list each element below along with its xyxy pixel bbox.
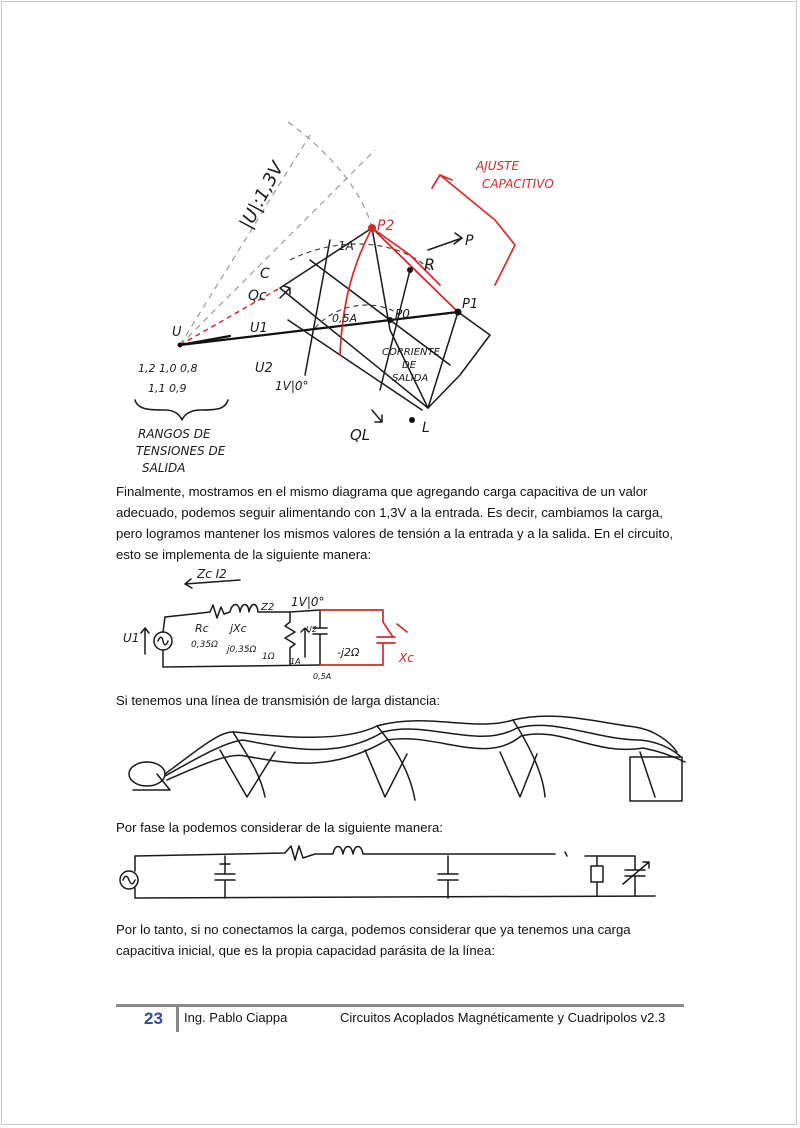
label-1a: 1A (290, 657, 301, 666)
paragraph-long-line: Si tenemos una línea de transmisión de larga distancia: (116, 693, 441, 708)
drop-2 (377, 726, 415, 800)
label-05a: 0,5A (332, 312, 358, 325)
point-u (178, 343, 183, 348)
variable-arrow (623, 862, 649, 884)
arrow-u1 (141, 628, 149, 654)
footer-rule (116, 1004, 684, 1007)
return-line (135, 856, 655, 898)
equivalent-circuit (115, 562, 445, 690)
brace (135, 400, 228, 420)
paragraph-per-phase: Por fase la podemos considerar de la siguiente manera: (116, 820, 443, 835)
phasor-diagram (110, 110, 590, 480)
label-ajuste-1: AJUSTE (476, 159, 520, 173)
tower-4 (640, 752, 655, 797)
transmission-line-drawing (125, 712, 695, 812)
grid-line-4 (380, 270, 410, 390)
label-c: C (260, 266, 270, 282)
shunt-cap-2 (438, 856, 458, 898)
footer-author: Ing. Pablo Ciappa (184, 1010, 288, 1025)
resistor-rc (210, 605, 224, 618)
label-jxc: jXc (230, 622, 247, 635)
grid-extension (428, 312, 490, 408)
label-rangos-2: TENSIONES DE (136, 444, 226, 458)
per-phase-model (115, 836, 675, 906)
label-minus-j2: -j2Ω (337, 646, 360, 659)
label-p2: P2 (377, 218, 395, 234)
point-p1 (455, 309, 462, 316)
label-p0: P0 (395, 307, 410, 321)
paragraph-parasitic-capacitance: Por lo tanto, si no conectamos la carga, podemos considerar que ya tenemos una carga capacitiva inicial, que es la propia capacidad parásita de la línea: (116, 922, 631, 958)
label-salida: SALIDA (392, 373, 429, 384)
label-r: R (424, 255, 436, 274)
label-u2: U2 (255, 361, 273, 376)
label-ajuste-2: CAPACITIVO (482, 177, 554, 191)
red-bracket-arrow (440, 175, 515, 285)
label-u: U (172, 325, 182, 340)
tower-3 (500, 752, 537, 797)
load-resistor (585, 856, 603, 896)
label-ql: QL (350, 426, 371, 444)
label-1a: 1A (338, 239, 354, 253)
label-ref: 1V|0° (275, 379, 309, 393)
arrow-ql (372, 410, 382, 422)
point-l (409, 417, 415, 423)
source-wave (158, 637, 168, 645)
label-p1: P1 (462, 297, 479, 312)
wire-top-left (165, 612, 210, 617)
red-capacitor (377, 622, 395, 658)
label-u1-circuit: U1 (123, 631, 140, 645)
paragraph-capacitive-load: Finalmente, mostramos en el mismo diagrama que agregando carga capacitiva de un valor adecuado, podemos seguir alimentando con 1,3V a la entrada. Es decir, cambiamos la carga, pero logramos mantener los mismos valores de tensión a la entrada y a la salida. En el circuito, esto se implementa de la siguiente manera: (116, 484, 674, 562)
ray-dashed-grey-2 (180, 135, 310, 345)
label-rc: Rc (195, 622, 209, 635)
label-p: P (465, 233, 474, 249)
label-voltage-locus: |U|:1,3V (235, 158, 289, 233)
label-u2: U2 (306, 625, 317, 634)
footer-separator (176, 1006, 179, 1032)
label-jxc-val: j0,35Ω (227, 645, 257, 655)
label-de: DE (402, 360, 417, 371)
load-capacitor (597, 856, 645, 896)
red-tick (397, 624, 407, 632)
label-vref: 1V|0° (291, 595, 325, 609)
source-wave (123, 876, 135, 884)
point-p2 (368, 224, 376, 232)
generator (129, 762, 165, 786)
label-rc-val: 0,35Ω (191, 640, 218, 650)
label-rangos-3: SALIDA (142, 461, 186, 475)
footer-title: Circuitos Acoplados Magnéticamente y Cuadripolos v2.3 (340, 1010, 666, 1025)
arrow-p (428, 233, 462, 250)
label-05a: 0,5A (313, 672, 332, 681)
drop-3 (513, 720, 545, 797)
series-line (135, 846, 567, 860)
arc-dashed-grey (288, 122, 372, 228)
load-box (630, 757, 682, 801)
label-qc: Qc (248, 288, 267, 304)
label-corriente: CORRIENTE (382, 347, 440, 358)
label-1ohm: 1Ω (262, 652, 275, 662)
shunt-cap-1 (215, 856, 235, 898)
label-l: L (422, 420, 430, 436)
label-u1: U1 (250, 321, 268, 336)
label-zc-i2: Zc I2 (197, 567, 227, 581)
grid-line-3 (305, 240, 330, 375)
point-r (407, 267, 413, 273)
label-scale-bottom: 1,1 0,9 (148, 382, 187, 395)
label-xc: Xc (399, 651, 414, 665)
label-z2: Z2 (261, 602, 275, 613)
point-p0 (387, 317, 393, 323)
tower-2 (365, 750, 407, 797)
label-scale-top: 1,2 1,0 0,8 (138, 362, 198, 375)
page-number: 23 (144, 1009, 163, 1028)
arc-current-1 (290, 244, 430, 270)
capacitor-j2 (313, 610, 327, 665)
label-rangos-1: RANGOS DE (138, 427, 211, 441)
